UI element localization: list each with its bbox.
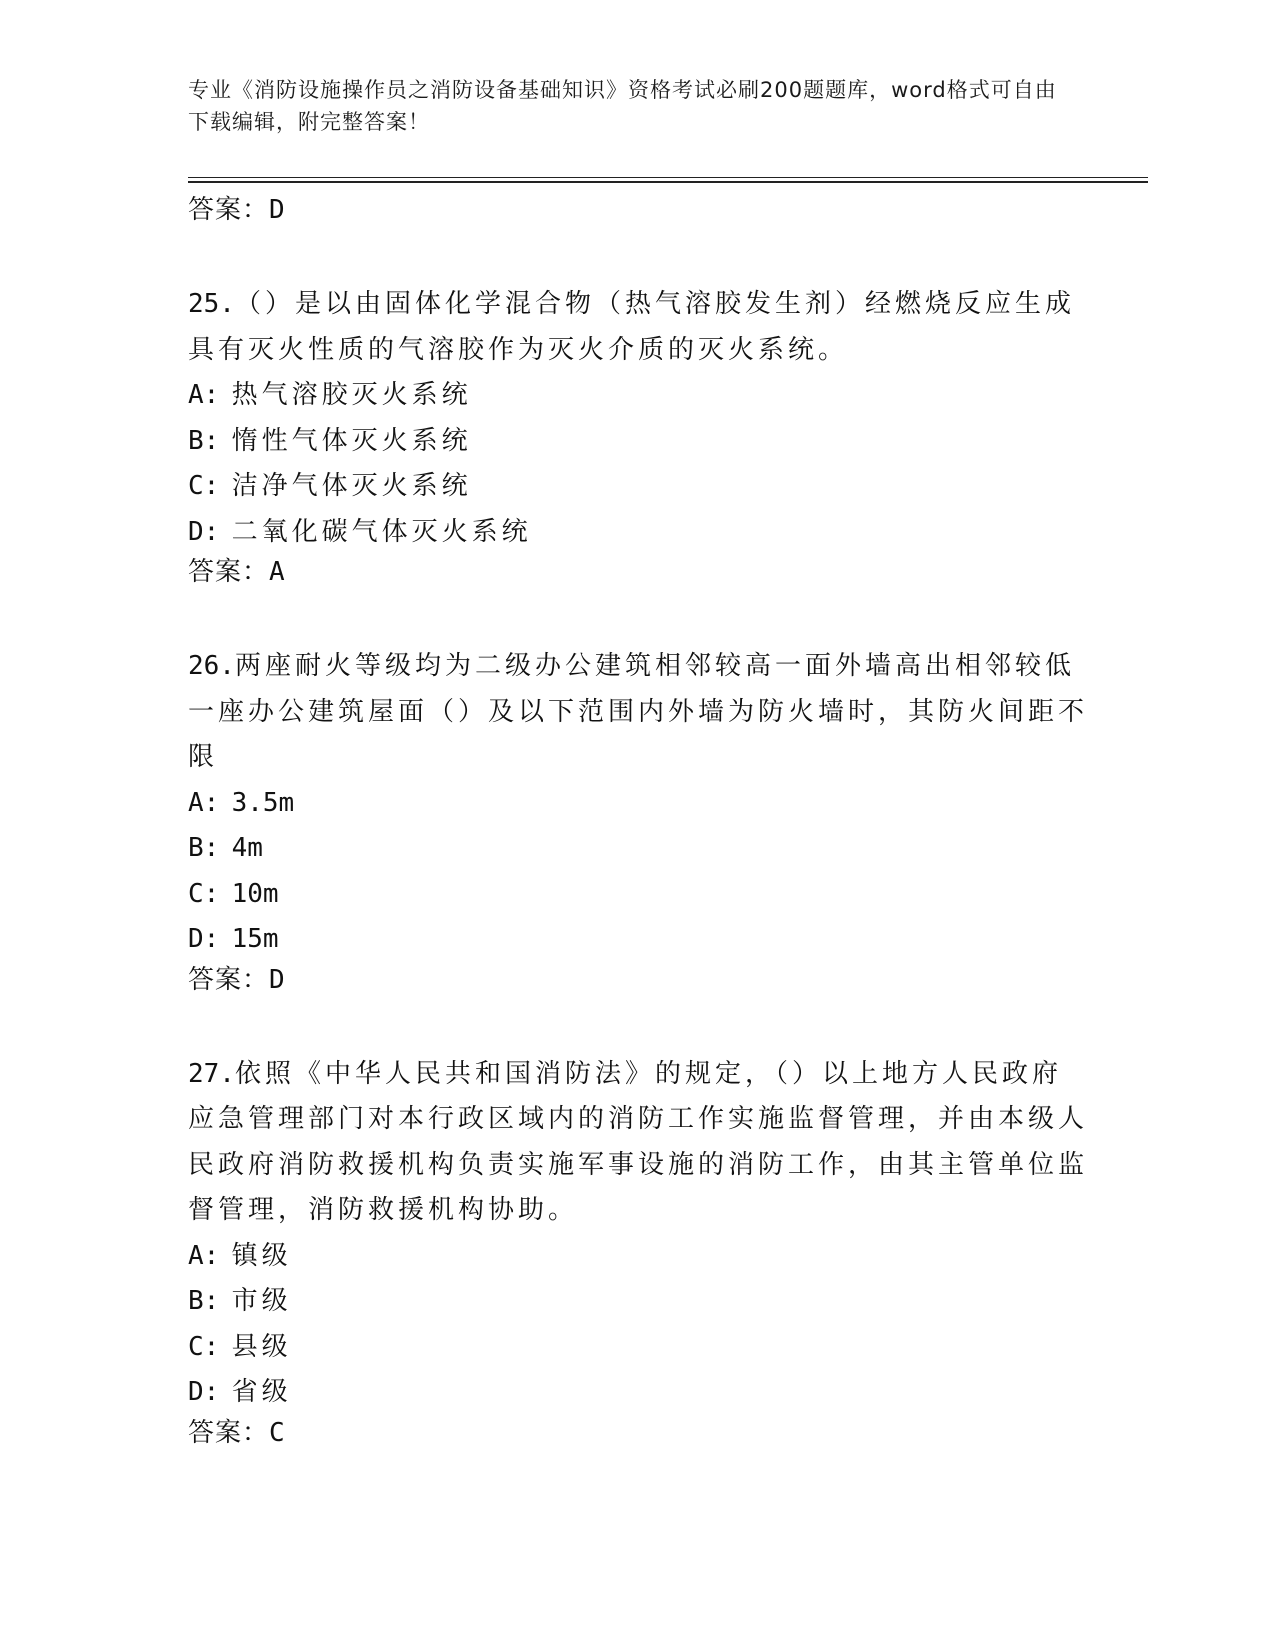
question-item — [188, 644, 1088, 998]
document-header — [188, 74, 1078, 138]
answer-value: A — [269, 557, 286, 587]
option-text: 15m — [231, 924, 279, 954]
answer-value: D — [269, 964, 286, 995]
question-number: 25. — [188, 289, 235, 319]
answer-label: 答案： — [188, 1417, 270, 1448]
answer-label: 答案： — [188, 195, 270, 225]
answer-line — [188, 192, 1088, 228]
option-d — [188, 917, 1088, 963]
option-key: D: — [188, 1377, 220, 1407]
option-text: 4m — [231, 833, 263, 863]
question-item — [188, 282, 1088, 590]
option-c — [188, 464, 1088, 510]
option-text: 市级 — [231, 1286, 292, 1316]
question-number: 26. — [188, 651, 235, 681]
option-text: 二氧化碳气体灭火系统 — [231, 516, 532, 547]
answer-value: D — [269, 195, 286, 225]
option-key: B: — [188, 833, 220, 863]
question-text: 两座耐火等级均为二级办公建筑相邻较高一面外墙高出相邻较低一座办公建筑屋面（）及以下范围内外墙为防火墙时，其防火间距不限 — [188, 651, 1089, 772]
option-b — [188, 419, 1088, 465]
option-key: C: — [188, 878, 220, 909]
question-stem — [188, 1052, 1088, 1234]
option-key: B: — [188, 1286, 220, 1316]
question-stem — [188, 282, 1088, 373]
option-a — [188, 373, 1088, 419]
option-text: 3.5m — [231, 787, 295, 818]
answer-line — [188, 962, 1088, 998]
option-a — [188, 1234, 1088, 1280]
header-rule-thick — [188, 181, 1148, 183]
option-text: 惰性气体灭火系统 — [231, 425, 472, 456]
answer-line — [188, 1415, 1088, 1451]
option-key: C: — [188, 471, 220, 501]
question-text: 依照《中华人民共和国消防法》的规定，（）以上地方人民政府应急管理部门对本行政区域内的消防工作实施监督管理，并由本级人民政府消防救援机构负责实施军事设施的消防工作，由其主管单位监督管理，消防救援机构协助。 — [188, 1058, 1089, 1225]
option-b — [188, 1279, 1088, 1325]
option-text: 镇级 — [231, 1240, 292, 1271]
option-c — [188, 872, 1088, 918]
option-c — [188, 1325, 1088, 1371]
answer-line — [188, 554, 1088, 590]
option-text: 洁净气体灭火系统 — [231, 471, 472, 501]
option-key: C: — [188, 1331, 220, 1362]
option-key: B: — [188, 425, 220, 456]
question-number: 27. — [188, 1058, 235, 1089]
answer-label: 答案： — [188, 964, 270, 995]
option-text: 10m — [231, 878, 279, 909]
option-d — [188, 510, 1088, 556]
option-key: A: — [188, 1240, 220, 1271]
option-d — [188, 1370, 1088, 1416]
option-key: D: — [188, 924, 220, 954]
option-key: D: — [188, 516, 220, 547]
option-text: 县级 — [231, 1331, 292, 1362]
question-stem — [188, 644, 1088, 781]
option-key: A: — [188, 787, 220, 818]
header-text: 专业《消防设施操作员之消防设备基础知识》资格考试必刷200题题库，word格式可自由下载编辑，附完整答案！ — [188, 78, 1057, 134]
option-a — [188, 781, 1088, 827]
question-item — [188, 1052, 1088, 1451]
answer-label: 答案： — [188, 557, 270, 587]
question-text: （）是以由固体化学混合物（热气溶胶发生剂）经燃烧反应生成具有灭火性质的气溶胶作为灭火介质的灭火系统。 — [188, 289, 1075, 365]
option-b — [188, 826, 1088, 872]
option-text: 热气溶胶灭火系统 — [231, 380, 472, 410]
option-key: A: — [188, 380, 220, 410]
option-text: 省级 — [231, 1377, 292, 1407]
answer-value: C — [269, 1417, 286, 1448]
header-rule-thin — [188, 177, 1148, 178]
question-list — [188, 192, 1088, 1451]
